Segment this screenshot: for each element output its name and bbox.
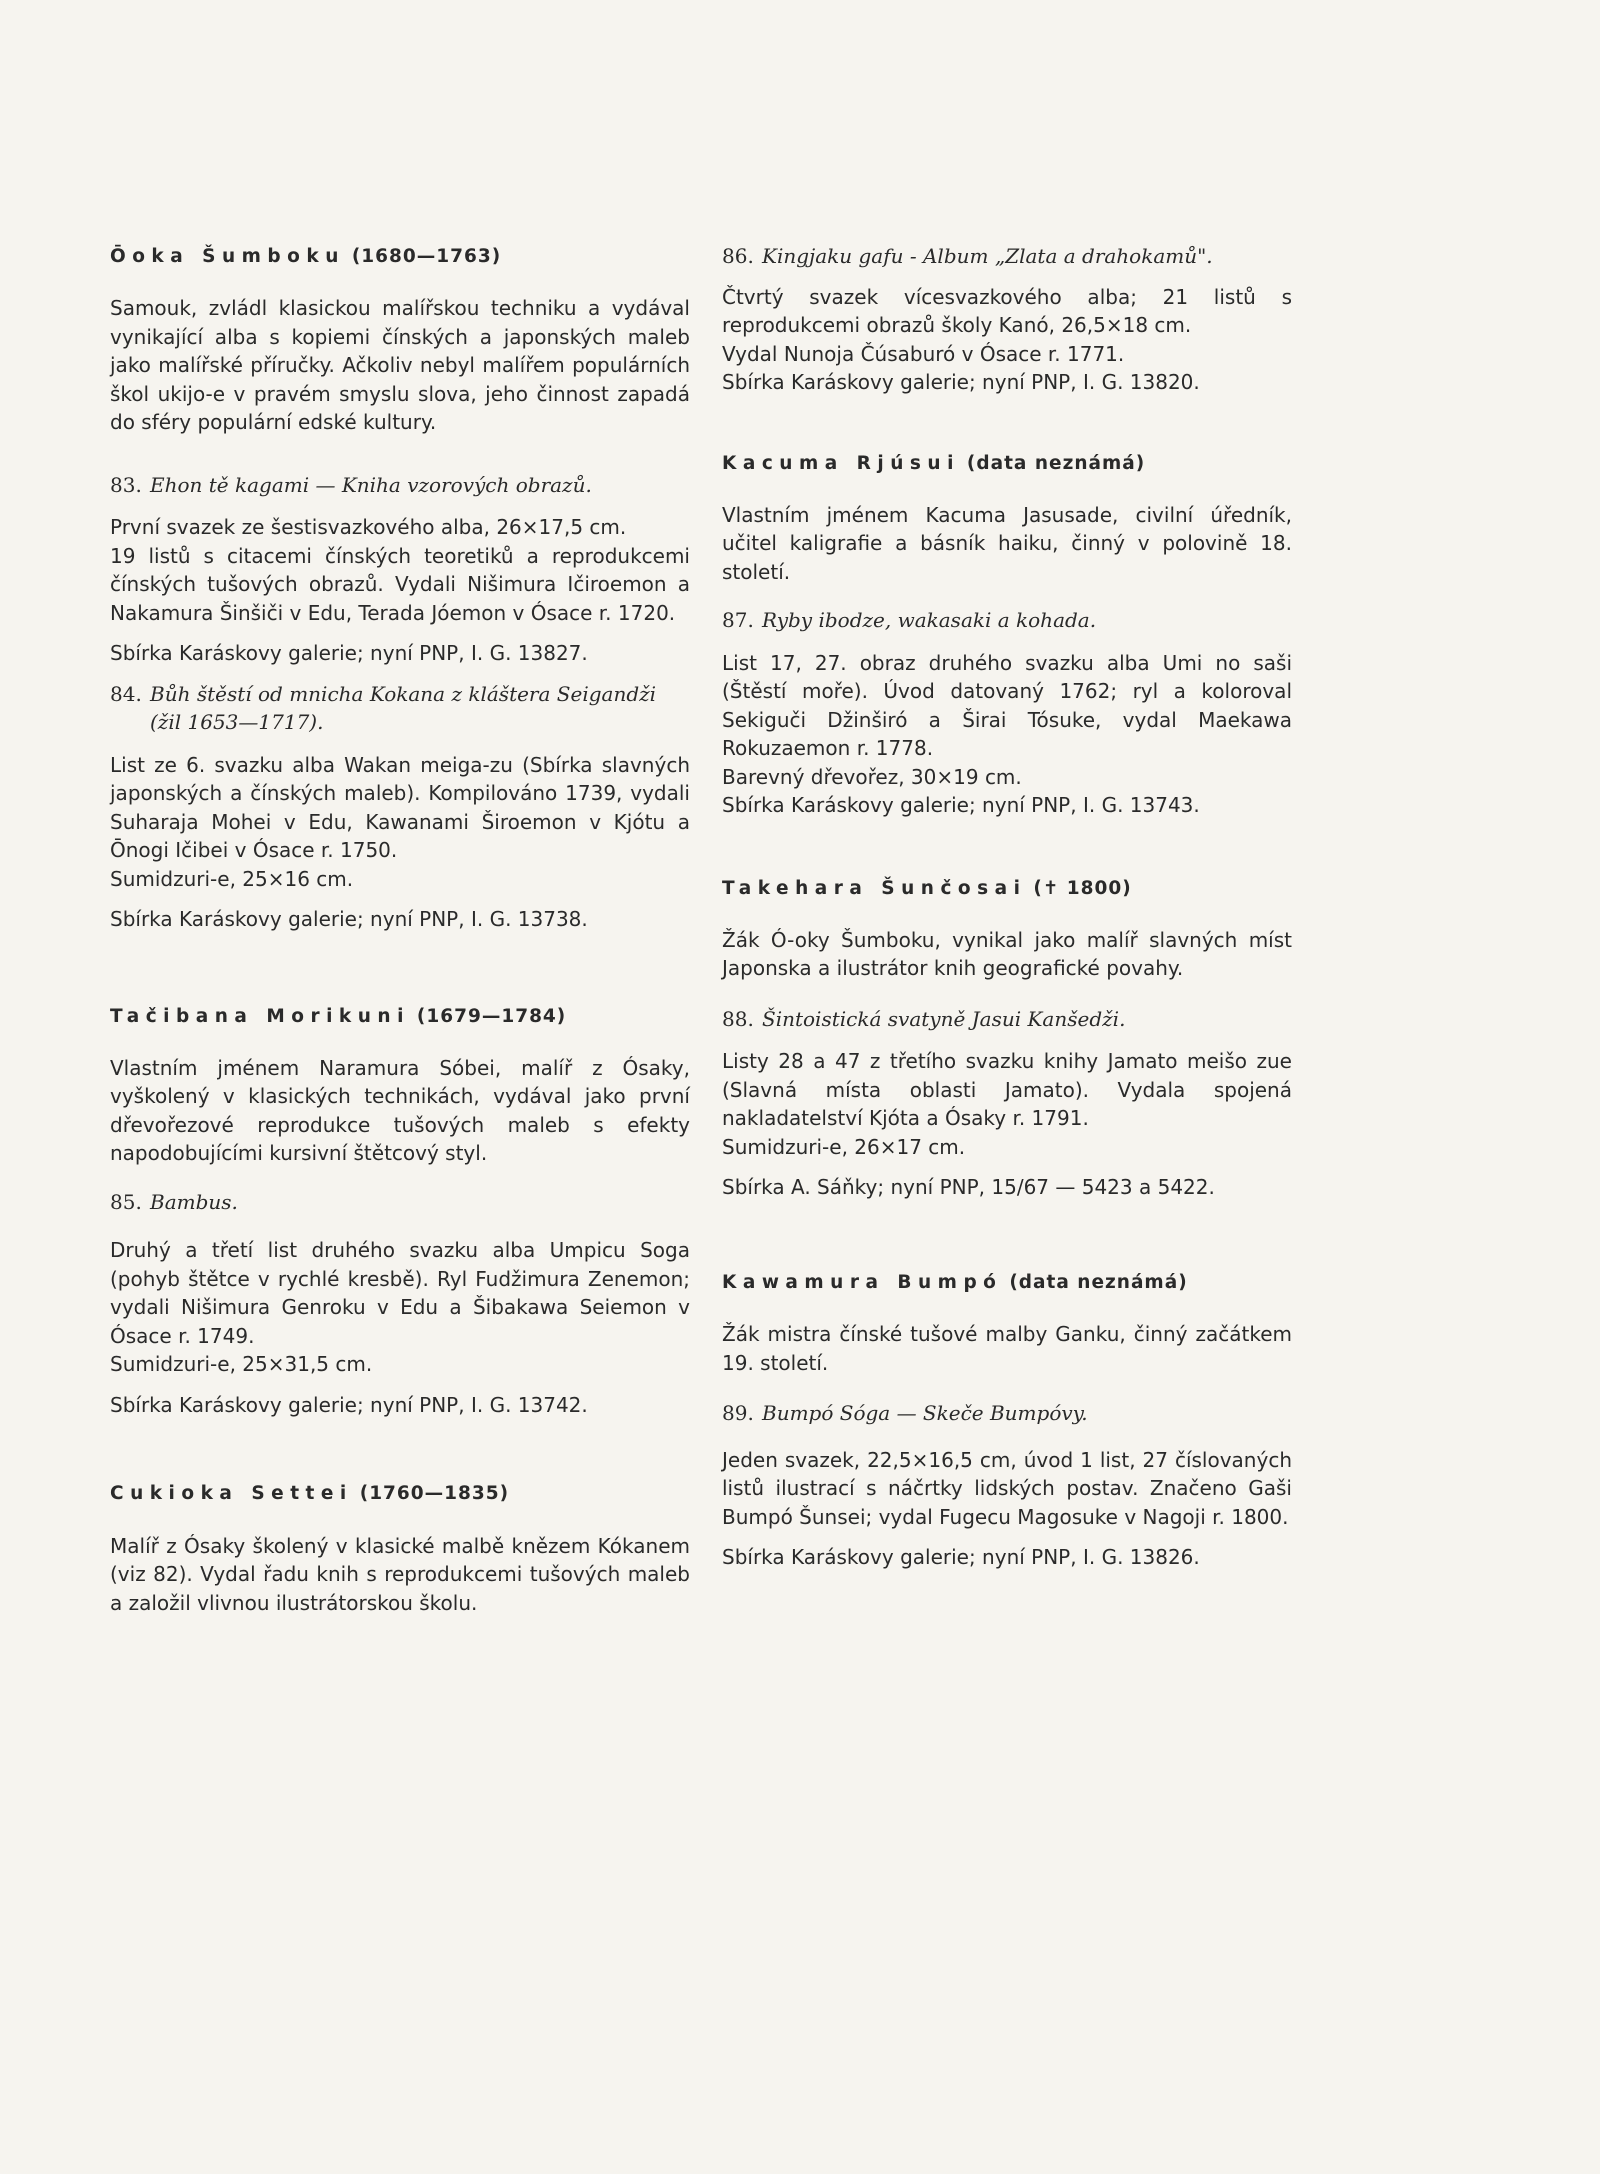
artist-name: Takehara Šunčosai [722, 877, 1027, 899]
entry-number: 88. [722, 1006, 754, 1031]
artist-heading [722, 453, 1292, 475]
entry-text: Listy 28 a 47 z třetího svazku knihy Jamato meišo zue (Slavná místa oblasti Jamato). Vydala spojená nakladatelství Kjóta a Ósaky r. 1791. [722, 1049, 1292, 1131]
artist-name: Cukioka Settei [110, 1483, 353, 1505]
entry-title-text: Bambus. [150, 1189, 238, 1214]
entry-title [110, 1188, 690, 1217]
artist-name: Kawamura Bumpó [722, 1271, 1003, 1293]
artist-heading [722, 1272, 1292, 1294]
artist-dates: (data neznámá) [1009, 1271, 1188, 1293]
artist-dates: (✝ 1800) [1033, 877, 1132, 899]
artist-bio: Malíř z Ósaky školený v klasické malbě knězem Kókanem (viz 82). Vydal řadu knih s reprodukcemi tušových maleb a založil vlivnou ilustrátorskou školu. [110, 1533, 690, 1615]
entry-collection: Sbírka Karáskovy galerie; nyní PNP, I. G. 13742. [110, 1392, 588, 1417]
entry-number: 84. [110, 681, 142, 706]
entry-text: Sumidzuri-e, 25×16 cm. [110, 866, 354, 891]
artist-heading [110, 1006, 690, 1028]
entry-text: List ze 6. svazku alba Wakan meiga-zu (Sbírka slavných japonských a čínských maleb). Kompilováno 1739, vydali Suharaja Mohei v Edu, Kawanami Široemon v Kjótu a Ōnogi Ičibei v Ósace r. 1750. [110, 752, 690, 863]
entry-collection: Sbírka Karáskovy galerie; nyní PNP, I. G. 13743. [722, 793, 1200, 818]
entry-number: 86. [722, 244, 754, 268]
entry-number: 83. [110, 472, 142, 497]
artist-name: Kacuma Rjúsui [722, 452, 960, 474]
entry-text: Čtvrtý svazek vícesvazkového alba; 21 listů s reprodukcemi obrazů školy Kanó, 26,5×18 cm. [722, 284, 1292, 337]
artist-bio: Žák mistra čínské tušové malby Ganku, činný začátkem 19. století. [722, 1322, 1292, 1375]
artist-bio: Samouk, zvládl klasickou malířskou techniku a vydával vynikající alba s kopiemi čínských a japonských maleb jako malířské příručky. Ačkoliv nebyl malířem populárních škol ukijo-e v pravém smyslu slova, jeho činnost zapadá do sféry populární edské kultury. [110, 296, 690, 435]
artist-dates: (1680—1763) [351, 246, 502, 267]
artist-dates: (1679—1784) [416, 1005, 567, 1027]
entry-collection: Sbírka A. Sáňky; nyní PNP, 15/67 — 5423 a 5422. [722, 1175, 1215, 1200]
entry-title-text: Bůh štěstí od mnicha Kokana z kláštera Seigandži (žil 1653—1717). [150, 681, 657, 735]
entry-text: Vydal Nunoja Čúsaburó v Ósace r. 1771. [722, 341, 1125, 366]
artist-heading [722, 878, 1292, 900]
entry-title [722, 1005, 1292, 1034]
entry-number: 89. [722, 1401, 754, 1426]
entry-text: Sumidzuri-e, 26×17 cm. [722, 1134, 966, 1159]
artist-name: Tačibana Morikuni [110, 1005, 410, 1027]
entry-collection: Sbírka Karáskovy galerie; nyní PNP, I. G. 13827. [110, 641, 588, 666]
entry-title [110, 680, 690, 737]
entry-collection: Sbírka Karáskovy galerie; nyní PNP, I. G. 13738. [110, 907, 588, 932]
entry-text: 19 listů s citacemi čínských teoretiků a reprodukcemi čínských tušových obrazů. Vydali Nišimura Ičiroemon a Nakamura Šinšiči v Edu, Terada Jóemon v Ósace r. 1720. [110, 543, 690, 625]
entry-text: Sumidzuri-e, 25×31,5 cm. [110, 1352, 373, 1377]
entry-number: 87. [722, 608, 754, 633]
artist-heading [110, 1483, 690, 1505]
entry-collection: Sbírka Karáskovy galerie; nyní PNP, I. G. 13820. [722, 370, 1200, 394]
entry-title [110, 471, 690, 500]
entry-title [722, 1399, 1292, 1428]
entry-title-text: Šintoistická svatyně Jasui Kanšedži. [762, 1006, 1126, 1031]
artist-dates: (1760—1835) [359, 1483, 510, 1505]
entry-text: Druhý a třetí list druhého svazku alba Umpicu Soga (pohyb štětce v rychlé kresbě). Ryl Fudžimura Zenemon; vydali Nišimura Genroku v Edu a Šibakawa Seiemon v Ósace r. 1749. [110, 1238, 690, 1348]
artist-bio: Žák Ó-oky Šumboku, vynikal jako malíř slavných míst Japonska a ilustrátor knih geografické povahy. [722, 927, 1292, 981]
artist-bio: Vlastním jménem Kacuma Jasusade, civilní úředník, učitel kaligrafie a básník haiku, činný v polovině 18. století. [722, 502, 1292, 584]
entry-collection: Sbírka Karáskovy galerie; nyní PNP, I. G. 13826. [722, 1545, 1200, 1570]
entry-text: Barevný dřevořez, 30×19 cm. [722, 764, 1022, 789]
entry-title [722, 606, 1292, 635]
entry-title-text: Ehon tě kagami — Kniha vzorových obrazů. [150, 472, 592, 497]
right-column [722, 246, 1292, 1572]
entry-title-text: Ryby ibodze, wakasaki a kohada. [762, 608, 1097, 633]
artist-bio: Vlastním jménem Naramura Sóbei, malíř z Ósaky, vyškolený v klasických technikách, vydával jako první dřevořezové reprodukce tušových maleb s efekty napodobujícími kursivní štětcový styl. [110, 1055, 690, 1166]
entry-text: List 17, 27. obraz druhého svazku alba Umi no saši (Štěstí moře). Úvod datovaný 1762; ryl a koloroval Sekiguči Džinširó a Širai Tósuke, vydal Maekawa Rokuzaemon r. 1778. [722, 650, 1292, 761]
entry-title [722, 242, 1292, 271]
artist-heading [110, 246, 690, 268]
entry-title-text: Bumpó Sóga — Skeče Bumpóvy. [762, 1401, 1088, 1426]
entry-number: 85. [110, 1189, 142, 1214]
artist-dates: (data neznámá) [966, 452, 1146, 474]
entry-title-text: Kingjaku gafu - Album „Zlata a drahokamů". [762, 244, 1213, 268]
entry-text: První svazek ze šestisvazkového alba, 26×17,5 cm. [110, 515, 627, 540]
artist-name: Ōoka Šumboku [110, 246, 345, 267]
left-column [110, 246, 690, 1617]
entry-text: Jeden svazek, 22,5×16,5 cm, úvod 1 list, 27 číslovaných listů ilustrací s náčrtky lidských postav. Značeno Gaši Bumpó Šunsei; vydal Fugecu Magosuke v Nagoji r. 1800. [722, 1447, 1292, 1529]
